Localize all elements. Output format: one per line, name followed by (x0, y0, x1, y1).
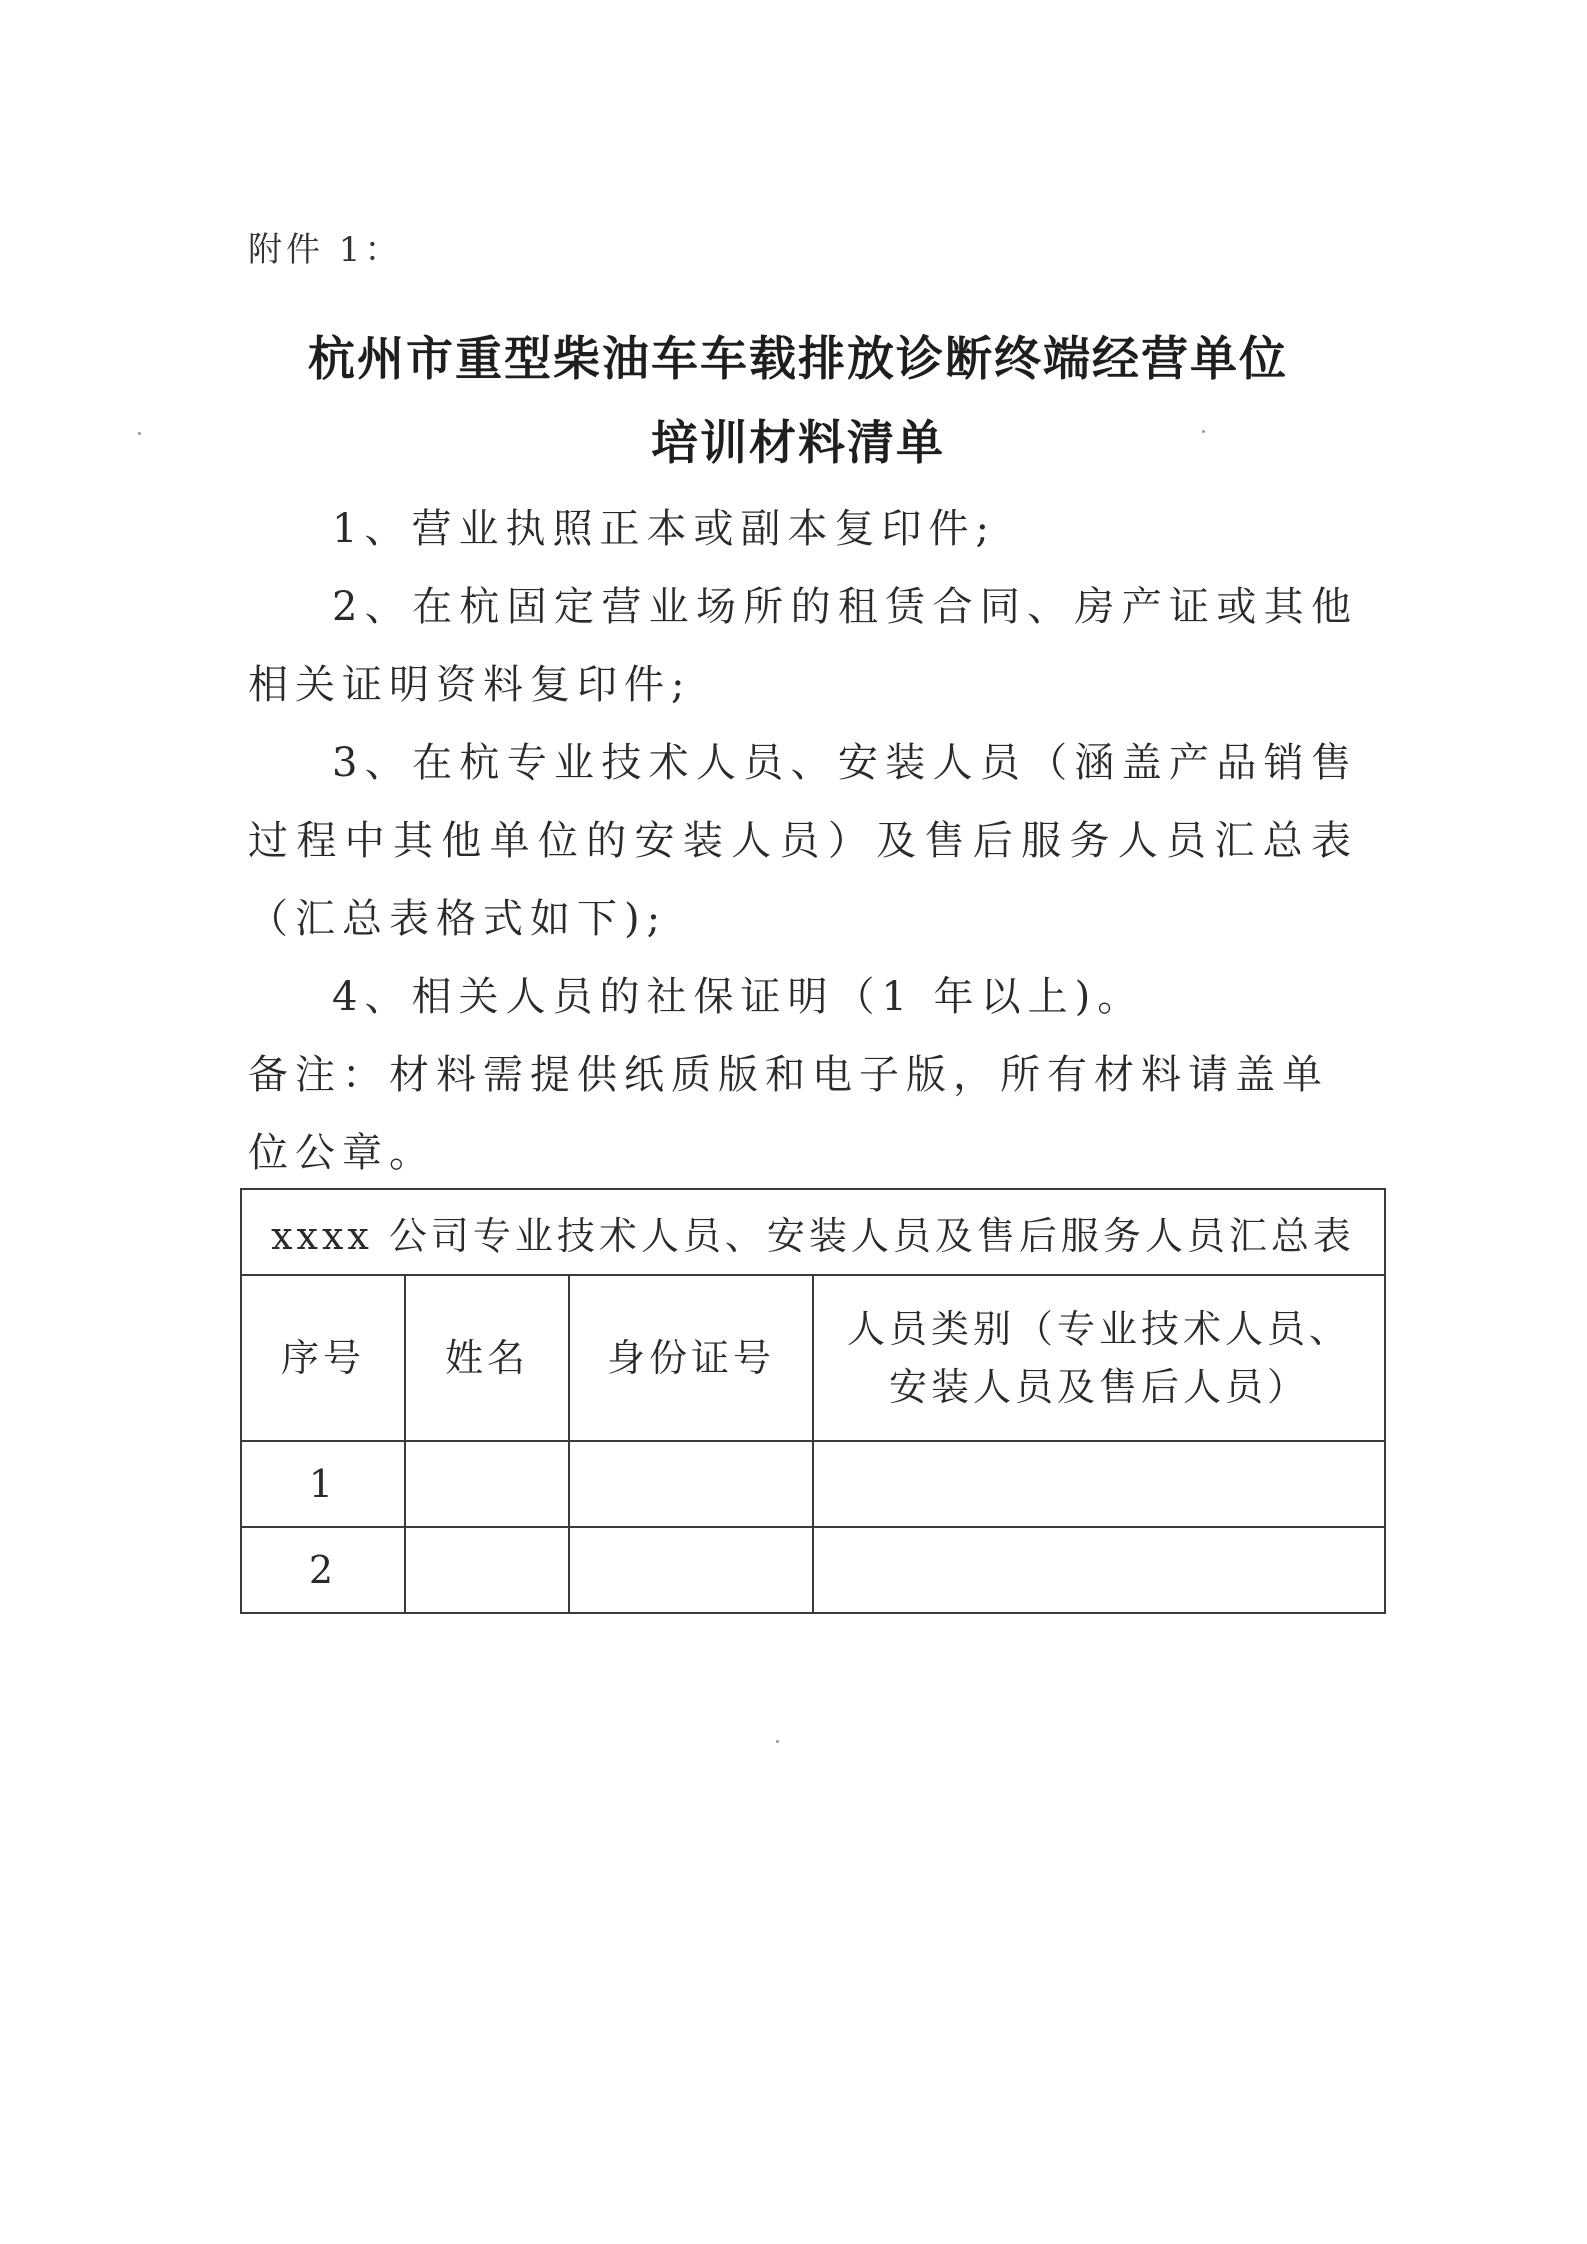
row-1-category (813, 1441, 1385, 1527)
table-caption: xxxx 公司专业技术人员、安装人员及售后服务人员汇总表 (241, 1189, 1385, 1275)
header-name: 姓名 (405, 1275, 569, 1441)
list-item-2: 2、在杭固定营业场所的租赁合同、房产证或其他相关证明资料复印件; (248, 584, 1358, 708)
row-1-name (405, 1441, 569, 1527)
row-2-name (405, 1527, 569, 1613)
row-1-id-number (569, 1441, 813, 1527)
row-2-serial: 2 (241, 1527, 405, 1613)
table-row (241, 1527, 1385, 1613)
document-note: 备注：材料需提供纸质版和电子版，所有材料请盖单位公章。 (248, 1052, 1329, 1176)
list-item-1: 1、营业执照正本或副本复印件; (332, 506, 996, 552)
scan-speck (138, 432, 141, 435)
row-2-category (813, 1527, 1385, 1613)
scan-speck (776, 1740, 779, 1743)
list-item-4: 4、相关人员的社保证明（1 年以上)。 (332, 974, 1145, 1020)
table-row (241, 1441, 1385, 1527)
row-1-serial: 1 (241, 1441, 405, 1527)
header-staff-category: 人员类别（专业技术人员、安装人员及售后人员） (813, 1275, 1385, 1441)
document-title-line-2: 培训材料清单 (651, 416, 945, 471)
header-serial-number: 序号 (241, 1275, 405, 1441)
row-2-id-number (569, 1527, 813, 1613)
attachment-label: 附件 1： (248, 230, 403, 270)
table-header-row (241, 1275, 1385, 1441)
document-title-line-1: 杭州市重型柴油车车载排放诊断终端经营单位 (308, 332, 1288, 387)
scan-speck (1202, 430, 1205, 433)
staff-summary-table (240, 1188, 1386, 1614)
materials-list (248, 490, 1358, 1192)
list-item-3: 3、在杭专业技术人员、安装人员（涵盖产品销售过程中其他单位的安装人员）及售后服务人员汇总表（汇总表格式如下); (248, 740, 1358, 942)
header-id-number: 身份证号 (569, 1275, 813, 1441)
